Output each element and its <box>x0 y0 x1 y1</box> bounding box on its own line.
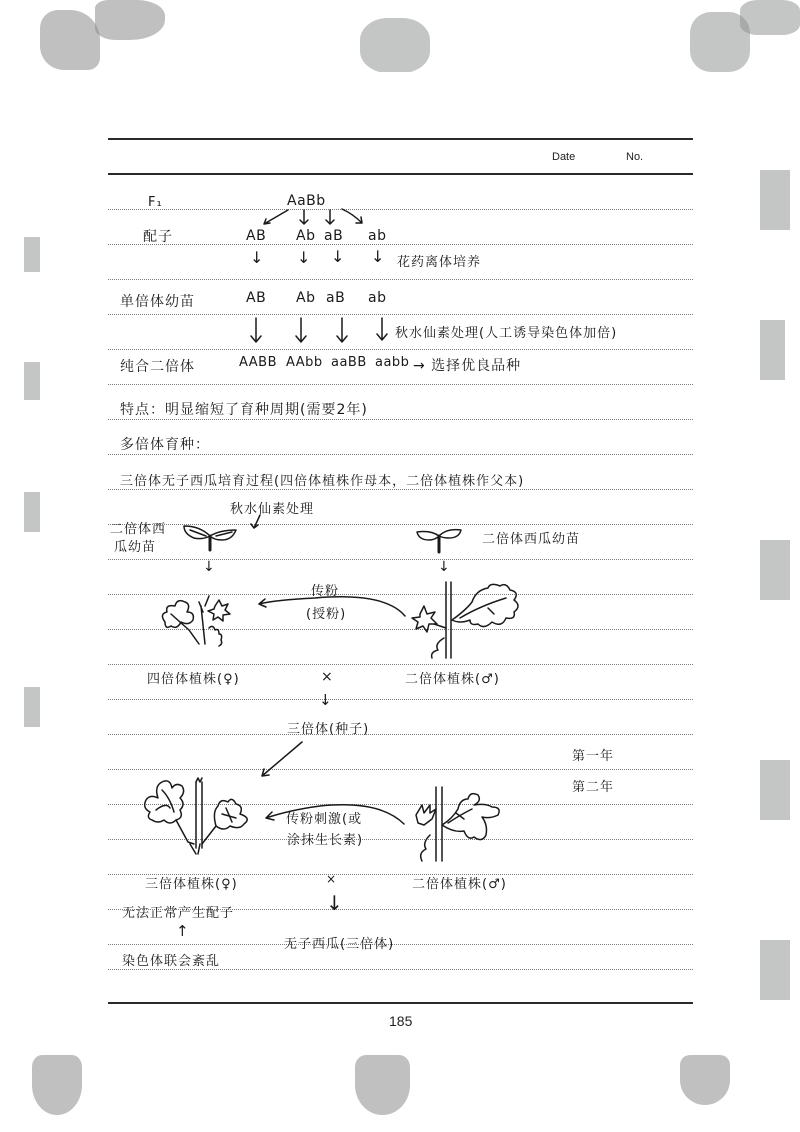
diploid-2: AAbb <box>286 355 323 370</box>
watermark-blob <box>760 540 790 600</box>
ruled-line <box>108 419 693 420</box>
down-arrow: ↓ <box>371 247 385 266</box>
polyploid-title: 多倍体育种： <box>120 437 210 453</box>
watermark-blob <box>760 760 790 820</box>
ruled-line <box>108 454 693 455</box>
triploid-seed-label: 三倍体(种子) <box>287 722 370 737</box>
ruled-line <box>108 664 693 665</box>
seed-to-plant-arrow <box>258 740 308 780</box>
tetraploid-plant-drawing <box>155 592 245 647</box>
diploid-3: aaBB <box>331 355 367 370</box>
watermark-blob <box>740 0 800 35</box>
down-arrow: ↓ <box>438 559 450 575</box>
left-seedling-drawing <box>180 522 240 552</box>
ruled-line <box>108 944 693 945</box>
f1-genotype: AaBb <box>287 193 326 209</box>
header-bottom-rule <box>108 173 693 175</box>
ruled-line <box>108 384 693 385</box>
seedless-watermelon-label: 无子西瓜(三倍体) <box>284 937 395 952</box>
watermark-blob <box>40 10 100 70</box>
haploid-3: aB <box>326 290 346 306</box>
colchicine-label: 秋水仙素处理 <box>230 502 315 517</box>
left-seedling-label-1: 二倍体西 <box>110 522 167 537</box>
watermark-blob <box>760 940 790 1000</box>
gamete-ab-lower-upper: aB <box>324 228 344 244</box>
ruled-line <box>108 314 693 315</box>
page-number: 185 <box>389 1013 413 1029</box>
up-arrow: ↑ <box>176 922 189 940</box>
gamete-ab-upper: AB <box>246 228 267 244</box>
watermark-blob <box>680 1055 730 1105</box>
watermark-blob <box>360 18 430 73</box>
left-seedling-label-2: 瓜幼苗 <box>114 540 157 555</box>
synapsis-disorder-label: 染色体联会紊乱 <box>122 954 221 969</box>
ruled-line <box>108 279 693 280</box>
doubling-arrows <box>246 316 396 346</box>
colchicine-pointer-arrow <box>248 514 268 534</box>
header-top-rule <box>108 138 693 140</box>
triploid-plant-drawing <box>140 772 260 857</box>
down-arrow: ↓ <box>297 248 311 267</box>
watermark-blob <box>32 1055 82 1115</box>
no-label: No. <box>626 151 644 163</box>
ruled-line <box>108 734 693 735</box>
footer-rule <box>108 1002 693 1004</box>
down-arrow: ↓ <box>250 248 264 267</box>
gamete-split-arrows <box>258 208 378 230</box>
watermark-blob <box>95 0 165 40</box>
ruled-line <box>108 244 693 245</box>
select-superior-label: → 选择优良品种 <box>413 358 522 374</box>
down-arrow: ↓ <box>319 691 332 709</box>
ruled-line <box>108 559 693 560</box>
gamete-label: 配子 <box>143 229 173 245</box>
watermark-blob <box>760 170 790 230</box>
stimulus-arrow <box>260 800 410 830</box>
triploid-process-title: 三倍体无子西瓜培育过程(四倍体植株作母本，二倍体植株作父本) <box>120 474 525 489</box>
diploid-plant-drawing-1 <box>410 580 520 660</box>
homozygous-diploid-label: 纯合二倍体 <box>120 359 195 375</box>
right-seedling-drawing <box>415 526 465 556</box>
haploid-2: Ab <box>296 290 316 306</box>
gamete-ab-lower: ab <box>368 228 387 244</box>
ruled-line <box>108 489 693 490</box>
stimulus-label-1: 传粉刺激(或 <box>286 812 363 827</box>
watermark-blob <box>355 1055 410 1115</box>
watermark-blob <box>760 320 785 380</box>
date-label: Date <box>552 151 576 163</box>
ruled-line <box>108 349 693 350</box>
right-seedling-label: 二倍体西瓜幼苗 <box>482 532 581 547</box>
cross-symbol-2: × <box>326 872 338 886</box>
haploid-1: AB <box>246 290 267 306</box>
stimulus-label-2: 涂抹生长素) <box>287 833 364 848</box>
ruled-line <box>108 699 693 700</box>
diploid-male-label-1: 二倍体植株(♂) <box>405 672 500 687</box>
cross-symbol-1: × <box>321 669 334 685</box>
diploid-plant-drawing-2 <box>412 785 522 865</box>
feature-note: 特点：明显缩短了育种周期(需要2年) <box>120 402 368 418</box>
year-two-label: 第二年 <box>572 780 615 795</box>
haploid-4: ab <box>368 290 387 306</box>
anther-culture-label: 花药离体培养 <box>397 255 482 270</box>
down-arrow: ↓ <box>331 247 345 266</box>
f1-label: F₁ <box>148 195 163 210</box>
ruled-line <box>108 209 693 210</box>
diploid-male-label-2: 二倍体植株(♂) <box>412 877 507 892</box>
down-arrow: ↓ <box>203 559 215 575</box>
diploid-4: aabb <box>375 355 410 370</box>
tetraploid-female-label: 四倍体植株(♀) <box>147 672 240 687</box>
ruled-line <box>108 769 693 770</box>
down-arrow: ↓ <box>326 891 343 915</box>
triploid-female-label: 三倍体植株(♀) <box>145 877 238 892</box>
no-gametes-label: 无法正常产生配子 <box>122 906 235 921</box>
pollination-label-2: (授粉) <box>306 607 347 622</box>
pollination-label-1: 传粉 <box>311 584 340 599</box>
colchicine-doubling-label: 秋水仙素处理(人工诱导染色体加倍) <box>395 326 618 341</box>
diploid-1: AABB <box>239 355 277 370</box>
gamete-ab-mixed: Ab <box>296 228 316 244</box>
year-one-label: 第一年 <box>572 749 615 764</box>
pollination-arrow <box>255 590 415 620</box>
haploid-label: 单倍体幼苗 <box>120 294 195 310</box>
ruled-line <box>108 969 693 970</box>
